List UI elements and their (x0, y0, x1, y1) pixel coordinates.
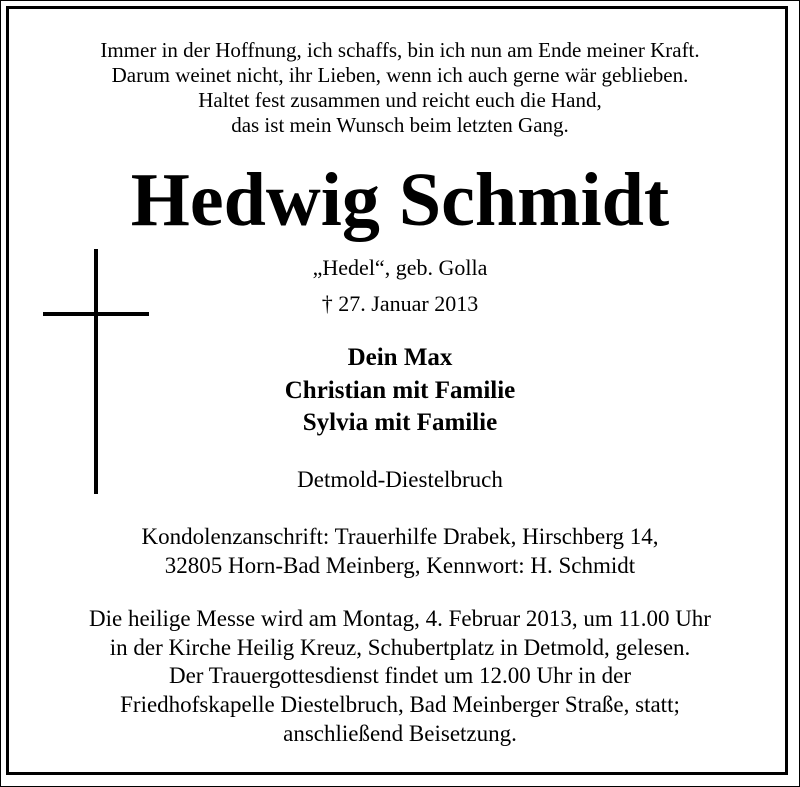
service-line: Der Trauergottesdienst findet um 12.00 Uhr in der (168, 663, 632, 688)
service-line: Friedhofskapelle Diestelbruch, Bad Meinberger Straße, statt; (120, 692, 680, 717)
service-line: Die heilige Messe wird am Montag, 4. Februar 2013, um 11.00 Uhr (89, 606, 711, 631)
poem-line: das ist mein Wunsch beim letzten Gang. (231, 113, 569, 137)
deceased-name: Hedwig Schmidt (130, 158, 670, 242)
condolence-line: Kondolenzanschrift: Trauerhilfe Drabek, Hirschberg 14, (141, 524, 659, 549)
poem-line: Immer in der Hoffnung, ich schaffs, bin ich nun am Ende meiner Kraft. (100, 38, 700, 62)
service-line: anschließend Beisetzung. (283, 721, 517, 746)
condolence-line: 32805 Horn-Bad Meinberg, Kennwort: H. Schmidt (164, 553, 636, 578)
poem-line: Darum weinet nicht, ihr Lieben, wenn ich auch gerne wär geblieben. (111, 63, 689, 87)
mourner-line: Christian mit Familie (284, 377, 516, 404)
poem-line: Haltet fest zusammen und reicht euch die Hand, (198, 88, 602, 112)
service-line: in der Kirche Heilig Kreuz, Schubertplatz in Detmold, gelesen. (109, 635, 691, 660)
nickname-maiden-name: „Hedel“, geb. Golla (312, 255, 488, 280)
place: Detmold-Diestelbruch (297, 467, 503, 492)
mourner-line: Dein Max (347, 344, 453, 371)
mourner-line: Sylvia mit Familie (302, 409, 498, 436)
death-date: † 27. Januar 2013 (321, 291, 479, 316)
